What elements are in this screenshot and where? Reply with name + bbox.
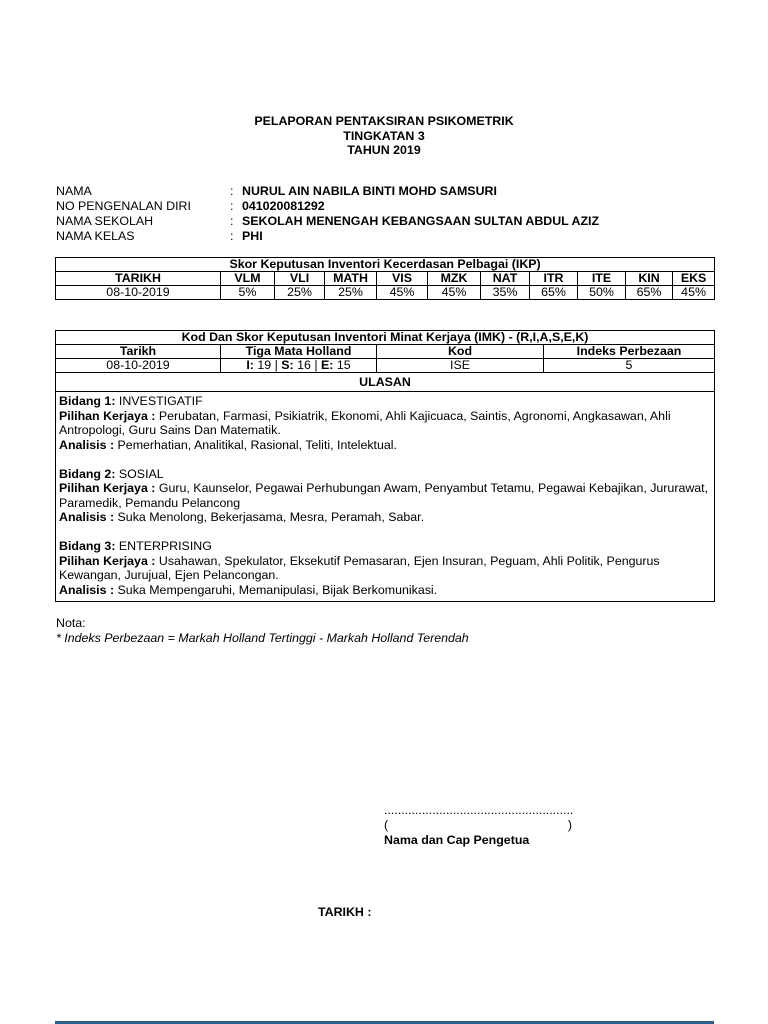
pilihan-text: Usahawan, Spekulator, Eksekutif Pemasaran, Ejen Insuran, Peguam, Ahli Politik, Pengurus Kewangan, Jurujual, Ejen Pelancongan.	[59, 553, 660, 582]
ikp-table	[55, 257, 715, 300]
imk-indeks: 5	[544, 359, 715, 373]
ulasan-content	[56, 392, 715, 602]
ikp-value: 25%	[325, 286, 377, 300]
pilihan-label: Pilihan Kerjaya :	[59, 553, 156, 568]
info-label: NO PENGENALAN DIRI	[56, 199, 191, 213]
report-title: PELAPORAN PENTAKSIRAN PSIKOMETRIK	[254, 114, 514, 128]
analisis-text: Pemerhatian, Analitikal, Rasional, Teliti, Intelektual.	[117, 437, 397, 452]
class-name: PHI	[242, 229, 263, 243]
ikp-value: 08-10-2019	[56, 286, 221, 300]
pilihan-text: Perubatan, Farmasi, Psikiatrik, Ekonomi, Ahli Kajicuaca, Saintis, Agronomi, Angkasawan, Ahli Antropologi, Guru Sains Dan Matematik.	[59, 408, 671, 437]
bidang-2	[59, 467, 711, 525]
analisis-label: Analisis :	[59, 582, 115, 597]
pilihan-text: Guru, Kaunselor, Pegawai Perhubungan Awam, Penyambut Tetamu, Pegawai Kebajikan, Jururawat, Paramedik, Pemandu Pelancong	[59, 481, 709, 510]
ikp-title: Skor Keputusan Inventori Kecerdasan Pelbagai (IKP)	[56, 258, 715, 272]
info-row-school	[56, 214, 599, 229]
ikp-header-row	[56, 272, 715, 286]
student-info	[56, 184, 599, 244]
ikp-value: 65%	[626, 286, 673, 300]
signature-label: Nama dan Cap Pengetua	[384, 833, 530, 847]
tarikh-label: TARIKH :	[318, 905, 372, 919]
imk-table	[55, 330, 715, 602]
info-row-id	[56, 199, 599, 214]
holland-scores: I: 19 | S: 16 | E: 15	[221, 359, 377, 373]
holland-score: 15	[336, 358, 351, 372]
report-year: TAHUN 2019	[347, 143, 421, 157]
ikp-value: 45%	[428, 286, 481, 300]
ikp-value-row	[56, 286, 715, 300]
info-colon: :	[230, 214, 234, 228]
student-name: NURUL AIN NABILA BINTI MOHD SAMSURI	[242, 184, 497, 198]
ikp-header: VIS	[377, 272, 428, 286]
imk-tarikh: 08-10-2019	[56, 359, 221, 373]
imk-kod: ISE	[377, 359, 544, 373]
ikp-header: MATH	[325, 272, 377, 286]
school-name: SEKOLAH MENENGAH KEBANGSAAN SULTAN ABDUL AZIZ	[242, 214, 600, 228]
info-colon: :	[230, 184, 234, 198]
ikp-header: KIN	[626, 272, 673, 286]
signature-block	[384, 803, 573, 848]
ikp-header: ITE	[578, 272, 626, 286]
pilihan-label: Pilihan Kerjaya :	[59, 481, 156, 495]
signature-name-parens	[384, 818, 572, 833]
bidang-label: Bidang 3:	[59, 539, 116, 553]
info-colon: :	[230, 199, 234, 213]
info-row-class	[56, 229, 599, 244]
bidang-name: SOSIAL	[118, 466, 164, 481]
ikp-header: VLM	[221, 272, 275, 286]
info-label: NAMA SEKOLAH	[56, 214, 154, 228]
bidang-1	[59, 394, 711, 452]
pilihan-label: Pilihan Kerjaya :	[59, 408, 156, 423]
ikp-value: 65%	[530, 286, 578, 300]
nota-label: Nota:	[56, 616, 86, 630]
info-row-name	[56, 184, 599, 199]
open-paren: (	[384, 818, 389, 832]
signature-line: .......................................................	[384, 803, 574, 817]
ulasan-title: ULASAN	[56, 373, 715, 392]
ikp-value: 45%	[377, 286, 428, 300]
bidang-label: Bidang 2:	[59, 466, 116, 481]
imk-header-row	[56, 345, 715, 359]
analisis-text: Suka Menolong, Bekerjasama, Mesra, Peramah, Sabar.	[117, 510, 425, 524]
imk-header: Kod	[377, 345, 544, 359]
ikp-value: 25%	[275, 286, 325, 300]
nota-text: * Indeks Perbezaan = Markah Holland Tertinggi - Markah Holland Terendah	[56, 631, 469, 645]
holland-letter: I	[246, 358, 250, 372]
ikp-value: 45%	[673, 286, 715, 300]
close-paren: )	[567, 818, 572, 832]
bidang-3	[59, 539, 711, 597]
analisis-text: Suka Mempengaruhi, Memanipulasi, Bijak Berkomunikasi.	[117, 582, 438, 597]
bidang-name: INVESTIGATIF	[118, 394, 203, 408]
imk-header: Tiga Mata Holland	[221, 345, 377, 359]
ikp-header: ITR	[530, 272, 578, 286]
imk-value-row	[56, 359, 715, 373]
bidang-label: Bidang 1:	[59, 394, 116, 408]
report-title-block	[0, 114, 768, 158]
ikp-header: VLI	[275, 272, 325, 286]
ikp-header: NAT	[481, 272, 530, 286]
ikp-value: 35%	[481, 286, 530, 300]
info-colon: :	[230, 229, 234, 243]
holland-score: 19	[257, 358, 272, 372]
bidang-name: ENTERPRISING	[118, 539, 212, 553]
nota-section	[56, 616, 469, 646]
holland-letter: E	[321, 358, 330, 372]
ikp-value: 5%	[221, 286, 275, 300]
holland-score: 16	[297, 358, 311, 372]
analisis-label: Analisis :	[59, 437, 115, 452]
imk-header: Tarikh	[56, 345, 221, 359]
info-label: NAMA	[56, 184, 92, 198]
analisis-label: Analisis :	[59, 510, 115, 524]
ikp-header: EKS	[673, 272, 715, 286]
imk-title: Kod Dan Skor Keputusan Inventori Minat Kerjaya (IMK) - (R,I,A,S,E,K)	[56, 331, 715, 345]
ikp-header: MZK	[428, 272, 481, 286]
imk-header: Indeks Perbezaan	[544, 345, 715, 359]
holland-letter: S	[281, 358, 290, 372]
info-label: NAMA KELAS	[56, 229, 135, 243]
report-grade: TINGKATAN 3	[343, 128, 425, 143]
ikp-header: TARIKH	[56, 272, 221, 286]
student-id: 041020081292	[242, 199, 325, 213]
ikp-value: 50%	[578, 286, 626, 300]
